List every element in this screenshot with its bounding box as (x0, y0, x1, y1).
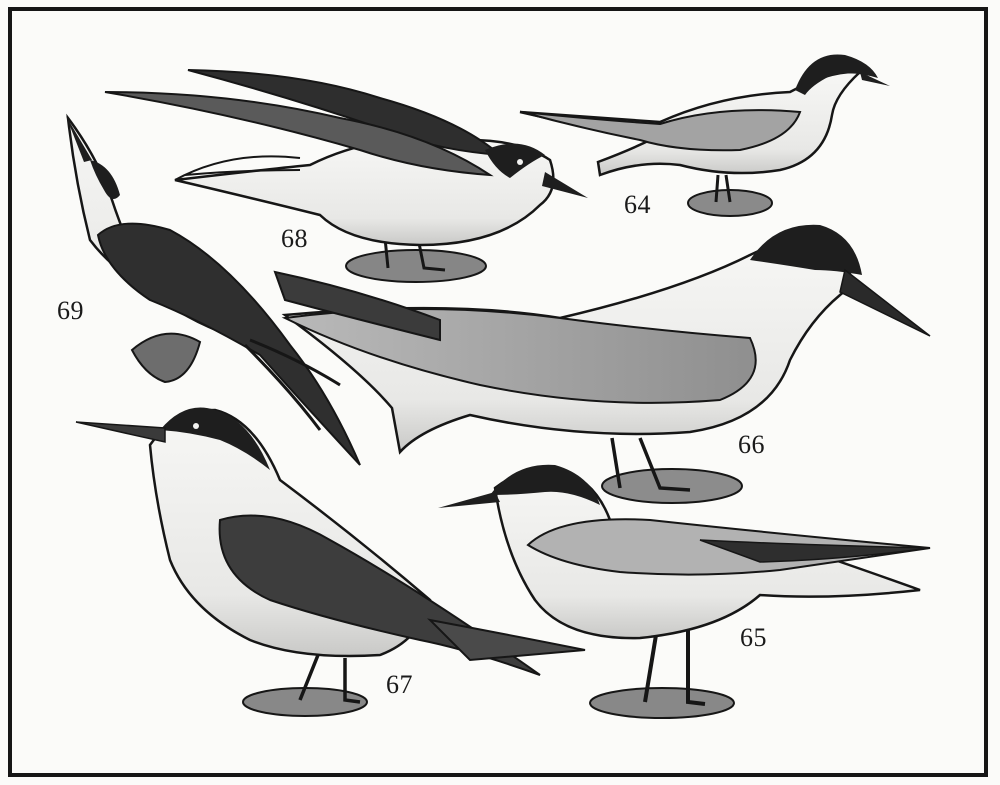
figure-number-67: 67 (386, 670, 413, 699)
figure-number-64: 64 (624, 190, 651, 219)
figure-number-69: 69 (57, 296, 84, 325)
plate-border (8, 7, 988, 777)
figure-number-65: 65 (740, 623, 767, 652)
figure-number-68: 68 (281, 224, 308, 253)
figure-number-66: 66 (738, 430, 765, 459)
